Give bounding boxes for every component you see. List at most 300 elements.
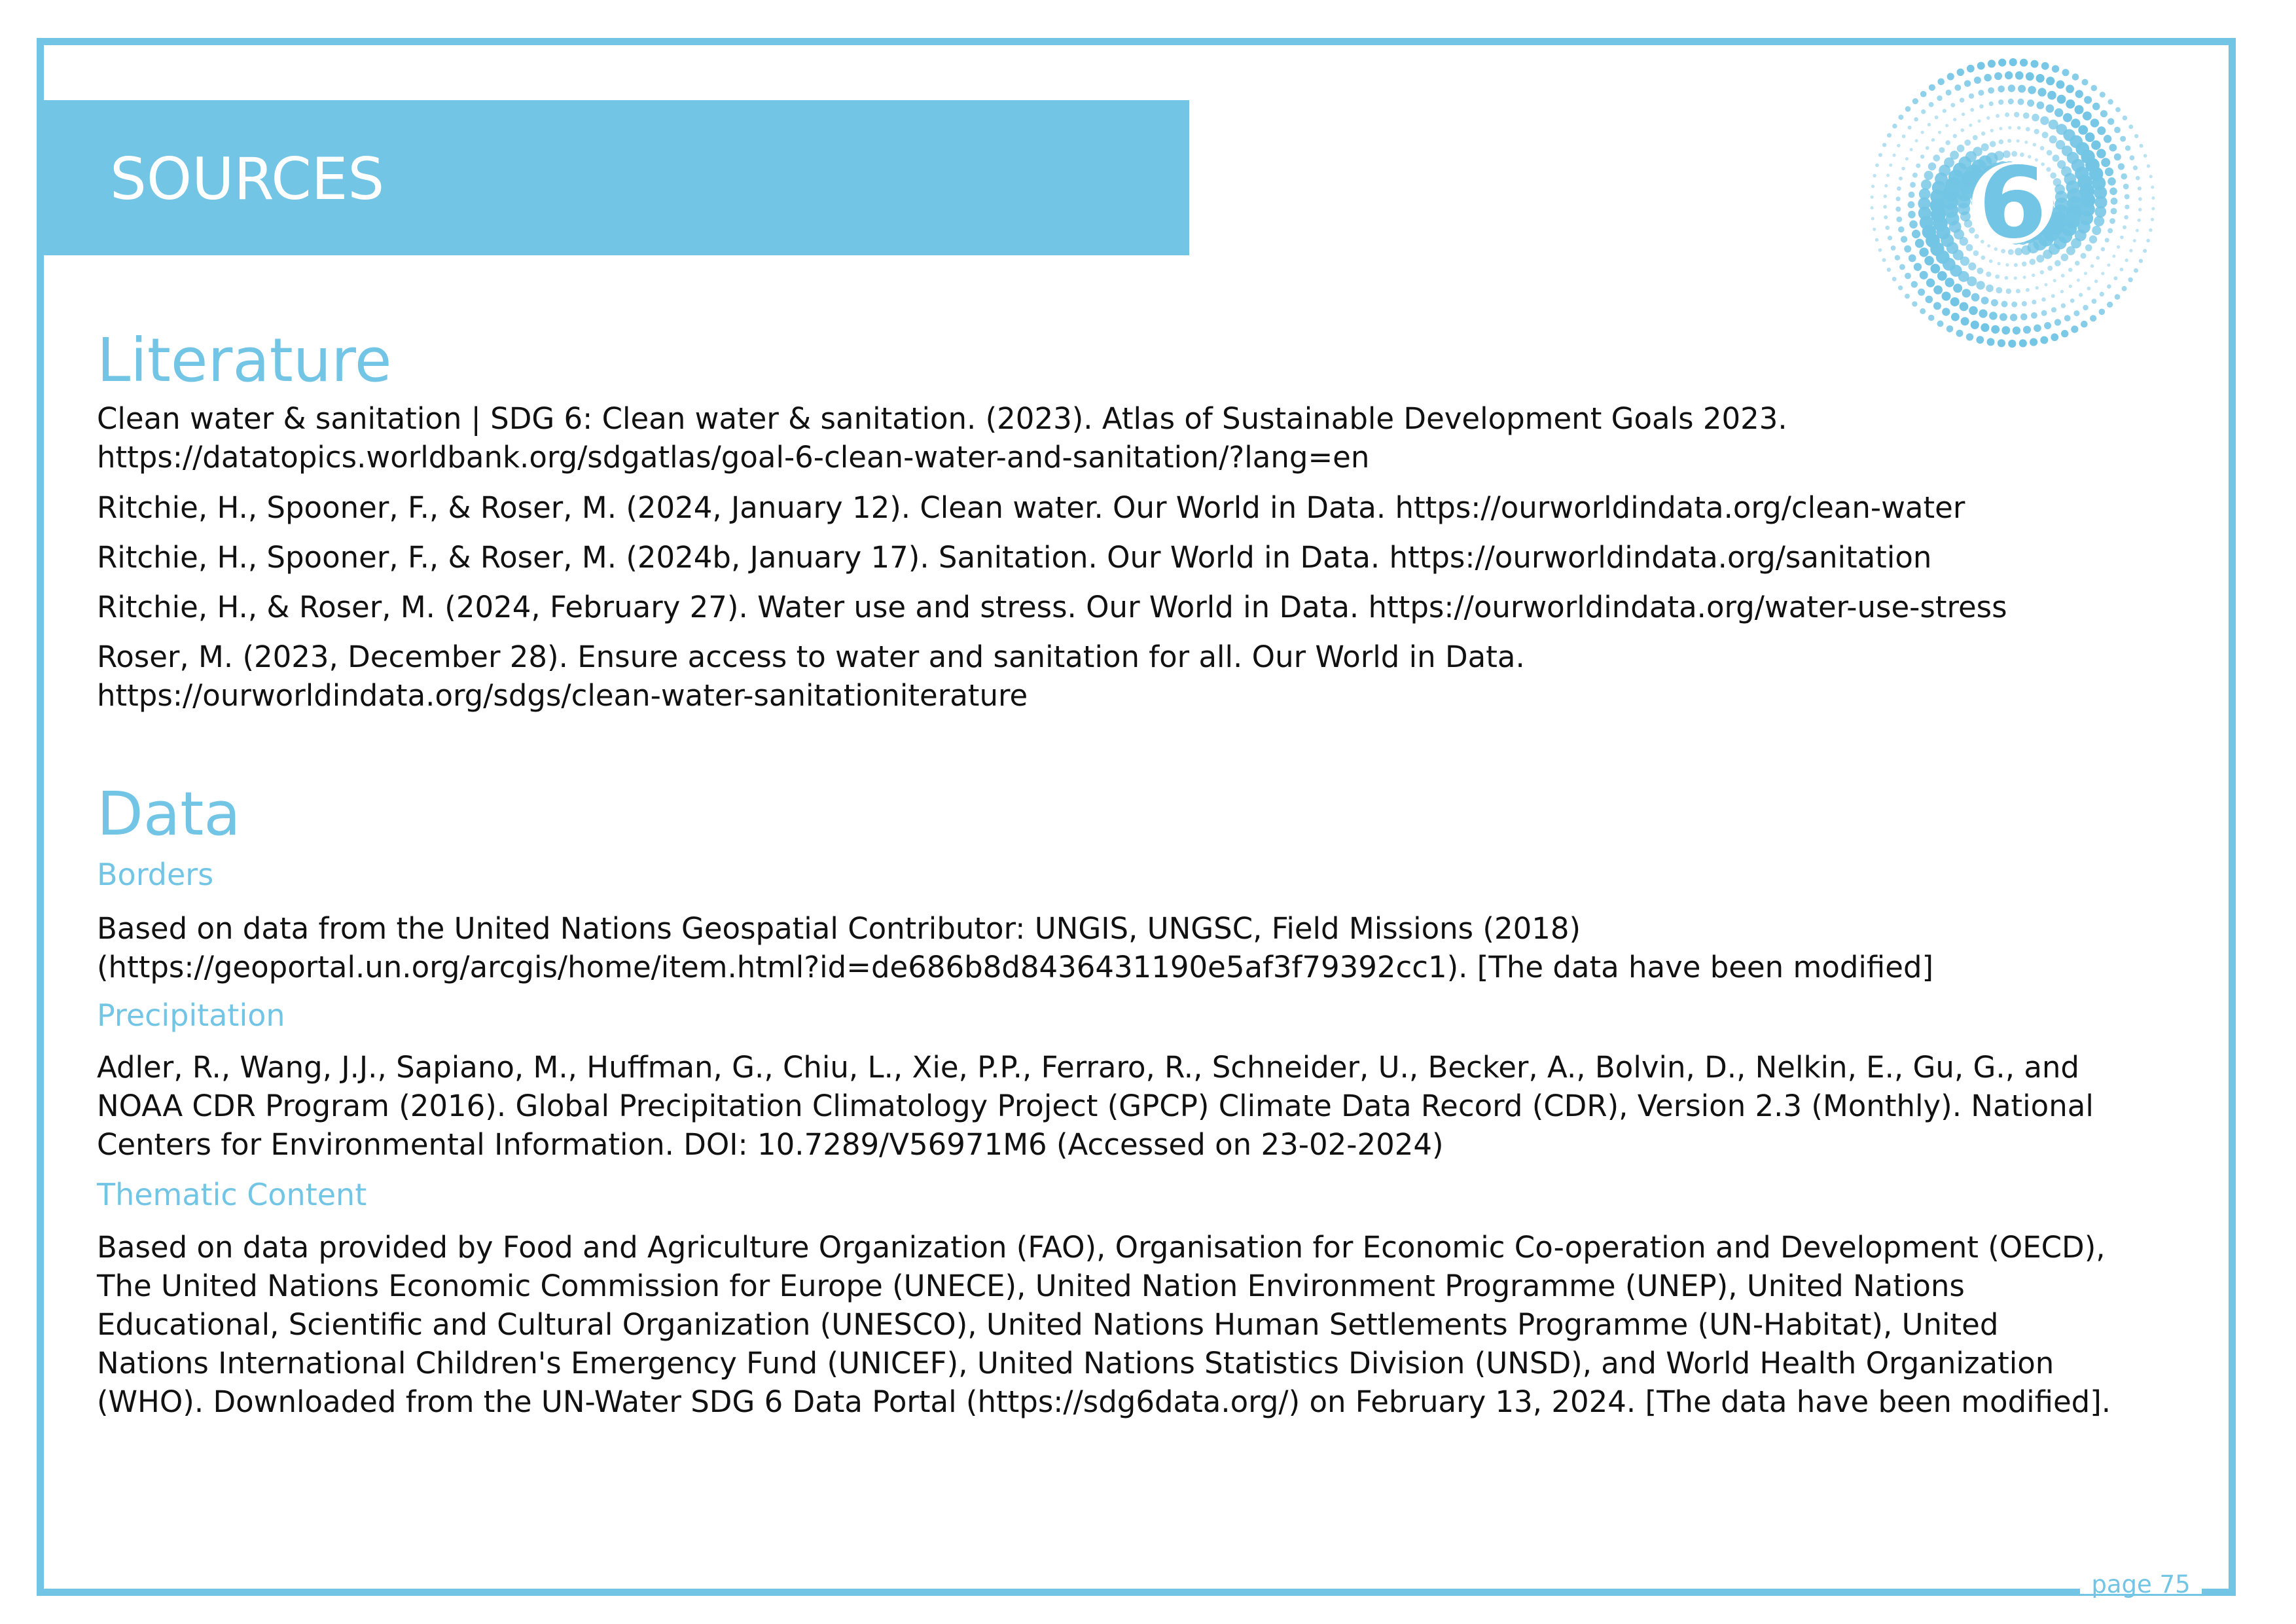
logo-dot [2047, 150, 2053, 156]
logo-dot [1915, 239, 1924, 248]
logo-dot [2114, 153, 2121, 160]
logo-dot [2090, 264, 2094, 268]
logo-dot [2023, 326, 2031, 334]
logo-dot [1977, 268, 1983, 274]
logo-dot [1981, 132, 1985, 135]
logo-dot [2031, 312, 2037, 319]
logo-dot [2037, 101, 2045, 109]
logo-dot [2037, 88, 2046, 96]
logo-dot [2094, 216, 2104, 226]
logo-dot [1987, 338, 1995, 346]
logo-dot [2033, 143, 2037, 147]
logo-dot [2111, 208, 2117, 215]
logo-dot [2008, 340, 2016, 348]
logo-dot [2066, 84, 2074, 93]
logo-dot [2031, 60, 2039, 68]
logo-dot [2138, 197, 2142, 201]
logo-dot [2140, 144, 2144, 148]
ref-line: Based on data from the United Nations Geospatial Contributor: UNGIS, UNGSC, Field Missions (2018) [97, 911, 1581, 946]
logo-dot [1920, 308, 1926, 314]
logo-dot [2120, 268, 2124, 272]
logo-dot [2128, 124, 2133, 129]
logo-dot [2014, 263, 2018, 267]
logo-dot [2149, 228, 2152, 232]
logo-dot [1916, 164, 1920, 168]
logo-dot [1977, 62, 1985, 70]
logo-dot [1964, 139, 1971, 146]
section-title-precipitation: Precipitation [97, 998, 285, 1033]
logo-dot [2139, 259, 2143, 262]
logo-dot [1945, 124, 1948, 127]
logo-dot [2044, 322, 2051, 329]
logo-dot [2054, 108, 2063, 117]
logo-dot [1970, 108, 1974, 112]
ref-line: Centers for Environmental Information. DOI: 10.7289/V56971M6 (Accessed on 23-02-2024) [97, 1127, 1444, 1162]
logo-dot [2109, 144, 2117, 152]
logo-dot [2046, 167, 2051, 171]
logo-dot [1919, 189, 1931, 200]
logo-dot [1931, 138, 1935, 141]
logo-dot [1919, 247, 1928, 257]
logo-dot [2005, 263, 2009, 266]
logo-dot [2005, 71, 2013, 79]
logo-dot [2072, 73, 2079, 81]
logo-dot [1898, 226, 1905, 233]
logo-dot [1896, 196, 1901, 201]
logo-dot [2047, 91, 2056, 100]
logo-dot [1901, 236, 1907, 242]
logo-dot [2030, 338, 2037, 346]
logo-dot [1950, 297, 1960, 306]
logo-dot [1871, 196, 1874, 199]
logo-dot [1883, 205, 1887, 209]
logo-dot [1981, 323, 1989, 332]
logo-dot [2130, 155, 2135, 160]
literature-heading: Literature [97, 325, 392, 395]
logo-dot [2094, 280, 2098, 283]
logo-dot [2111, 198, 2118, 205]
logo-dot [1871, 217, 1874, 221]
logo-dot [2125, 145, 2130, 151]
logo-dot [1986, 285, 1994, 293]
logo-dot [1926, 146, 1929, 150]
logo-dot [1966, 244, 1973, 251]
logo-dot [1957, 69, 1964, 76]
logo-dot [1910, 148, 1913, 151]
logo-dot [1921, 179, 1931, 190]
logo-dot [1892, 124, 1897, 128]
logo-dot [2066, 246, 2075, 255]
logo-dot [1988, 60, 1996, 67]
logo-dot [2090, 315, 2096, 321]
logo-dot [1915, 139, 1918, 143]
logo-dot [1969, 94, 1974, 99]
logo-dot [2051, 333, 2058, 341]
logo-dot [2134, 134, 2138, 138]
logo-dot [1912, 301, 1917, 306]
logo-dot [2151, 186, 2154, 189]
logo-dot [1974, 77, 1981, 84]
section-title-thematic: Thematic Content [97, 1177, 367, 1212]
logo-dot [2042, 132, 2049, 138]
logo-dot [1973, 135, 1978, 140]
sdg6-logo-icon [1862, 52, 2163, 353]
literature-ref [97, 638, 1525, 715]
logo-dot [1961, 128, 1965, 132]
logo-dot [2026, 72, 2034, 81]
logo-dot [2071, 325, 2078, 333]
logo-dot [2061, 253, 2069, 261]
logo-dot [2075, 261, 2080, 266]
logo-dot [1873, 228, 1876, 231]
logo-dot [1924, 171, 1933, 180]
logo-dot [2064, 315, 2071, 321]
logo-dot [2085, 132, 2095, 142]
logo-dot [2138, 208, 2142, 211]
logo-dot [1929, 84, 1935, 91]
logo-dot [2046, 104, 2054, 113]
ref-line: Educational, Scientific and Cultural Organization (UNESCO), United Nations Human Settlements Programme (UN-Habitat), United [97, 1307, 1999, 1342]
logo-dot [2014, 112, 2019, 117]
logo-dot [2041, 310, 2047, 316]
logo-dot [2133, 239, 2136, 242]
logo-dot [2061, 330, 2068, 337]
logo-dot [2123, 116, 2127, 120]
logo-dot [1899, 264, 1905, 270]
logo-dot [2129, 249, 2132, 252]
logo-dot [1914, 263, 1922, 271]
logo-dot [2108, 118, 2114, 124]
logo-dot [1990, 129, 1994, 132]
logo-dot [1871, 185, 1874, 188]
logo-dot [2085, 244, 2092, 251]
logo-dot [1979, 104, 1984, 109]
logo-dot [1957, 145, 1965, 153]
logo-dot [1937, 96, 1942, 101]
logo-dot [1946, 90, 1952, 96]
logo-dot [2091, 85, 2098, 92]
logo-dot [2022, 262, 2027, 267]
logo-dot [1950, 151, 1959, 160]
logo-dot [1908, 211, 1916, 219]
logo-dot [1953, 283, 1962, 293]
logo-dot [1998, 86, 2005, 93]
logo-dot [1887, 133, 1892, 137]
logo-dot [2082, 79, 2089, 86]
logo-dot [2109, 187, 2117, 195]
logo-dot [2007, 139, 2011, 143]
logo-dot [2128, 278, 2132, 282]
logo-dot [1978, 90, 1984, 96]
logo-dot [1971, 293, 1980, 302]
logo-dot [2125, 259, 2128, 262]
logo-dot [2151, 207, 2155, 210]
logo-dot [2051, 307, 2056, 312]
logo-dot [2090, 118, 2099, 127]
logo-dot [2014, 276, 2017, 280]
logo-dot [1933, 285, 1943, 295]
logo-dot [2070, 298, 2075, 303]
ref-line: Roser, M. (2023, December 28). Ensure access to water and sanitation for all. Our World in Data. [97, 640, 1525, 674]
logo-dot [2114, 127, 2121, 134]
logo-dot [1924, 256, 1934, 266]
logo-dot [2008, 84, 2015, 92]
logo-dot [2060, 290, 2064, 293]
logo-dot [1968, 262, 1976, 270]
logo-dot [1962, 113, 1965, 116]
logo-dot [2011, 302, 2017, 308]
logo-dot [1933, 302, 1941, 310]
logo-dot [1914, 117, 1918, 122]
ref-line: Ritchie, H., Spooner, F., & Roser, M. (2024, January 12). Clean water. Our World in Data. https://ourworldindata.org/clean-water [97, 490, 1965, 525]
logo-dot [2151, 196, 2155, 200]
logo-dot [2084, 96, 2092, 104]
logo-dot [1920, 271, 1928, 280]
ref-line: https://datatopics.worldbank.org/sdgatlas/goal-6-clean-water-and-sanitation/?lang=en [97, 440, 1370, 475]
logo-dot [2053, 279, 2056, 282]
logo-dot [1969, 124, 1972, 127]
logo-dot [2054, 319, 2061, 325]
logo-dot [1905, 106, 1911, 112]
logo-dot [2149, 175, 2153, 178]
logo-dot [1911, 281, 1918, 287]
data-ref-borders [97, 909, 1933, 986]
logo-dot [1895, 207, 1901, 212]
logo-dot [2057, 95, 2066, 104]
logo-dot [1929, 102, 1934, 107]
logo-dot [1891, 245, 1896, 251]
logo-dot [2018, 85, 2026, 93]
logo-dot [1956, 330, 1964, 337]
ref-line: (https://geoportal.un.org/arcgis/home/item.html?id=de686b8d8436431190e5af3f79392cc1). [The data have been modified] [97, 950, 1934, 984]
logo-dot [2022, 301, 2027, 306]
ref-line: Ritchie, H., Spooner, F., & Roser, M. (2024b, January 17). Sanitation. Our World in Data. https://ourworldindata.org/sanitation [97, 540, 1932, 575]
logo-dot [2101, 158, 2110, 167]
logo-dot [2058, 229, 2072, 244]
logo-dot [2026, 288, 2030, 292]
logo-dot [2084, 272, 2087, 275]
logo-dot [2015, 71, 2024, 80]
logo-dot [1897, 187, 1901, 191]
logo-dot [2089, 236, 2097, 244]
logo-dot [2151, 218, 2154, 221]
logo-dot [2047, 266, 2053, 271]
logo-dot [2087, 287, 2091, 291]
logo-dot [1909, 255, 1916, 262]
logo-dot [1888, 236, 1892, 240]
logo-dot [1998, 99, 2003, 105]
logo-dot [1899, 177, 1903, 181]
logo-dot [1887, 268, 1891, 272]
logo-dot [1896, 217, 1902, 223]
logo-dot [2097, 126, 2106, 135]
logo-dot [1933, 154, 1941, 162]
logo-dot [1953, 134, 1957, 138]
logo-dot [1928, 123, 1931, 126]
logo-dot [1909, 221, 1918, 229]
logo-dot [2024, 141, 2028, 144]
logo-dot [2020, 314, 2028, 321]
logo-dot [1971, 321, 1979, 329]
logo-dot [1920, 154, 1924, 158]
logo-dot [2068, 268, 2072, 272]
logo-dot [2032, 274, 2035, 277]
ref-line: Nations International Children's Emergency Fund (UNICEF), United Nations Statistics Division (UNSD), and World Health Organization [97, 1346, 2054, 1380]
logo-dot [1967, 65, 1975, 73]
logo-dot [1882, 143, 1886, 147]
logo-dot [2115, 294, 2121, 300]
logo-dot [2078, 125, 2088, 135]
logo-dot [2120, 236, 2124, 240]
logo-dot [2134, 268, 2138, 273]
logo-dot [2051, 294, 2055, 298]
logo-dot [1981, 297, 1989, 304]
logo-dot [1921, 131, 1924, 134]
logo-dot [1935, 115, 1939, 119]
logo-dot [1892, 277, 1897, 281]
logo-dot [2005, 113, 2009, 117]
logo-dot [1871, 206, 1874, 209]
ref-line: https://ourworldindata.org/sdgs/clean-water-sanitationiterature [97, 678, 1028, 713]
logo-dot [2001, 301, 2008, 308]
page-number: page 75 [2091, 1570, 2191, 1598]
logo-dot [1964, 80, 1971, 86]
logo-dot [2032, 114, 2039, 122]
logo-dot [1901, 167, 1905, 171]
logo-dot [2096, 256, 2100, 260]
logo-dot [1937, 271, 1947, 281]
logo-dot [2120, 136, 2126, 142]
data-ref-precipitation [97, 1048, 2094, 1164]
logo-dot [2040, 117, 2049, 125]
logo-dot [2071, 118, 2080, 128]
logo-dot [1921, 109, 1926, 114]
logo-dot [1937, 321, 1944, 327]
logo-dot [2050, 172, 2056, 179]
logo-dot [1912, 230, 1920, 238]
logo-dot [2034, 325, 2041, 333]
data-ref-thematic [97, 1228, 2111, 1421]
logo-dot [2017, 126, 2021, 130]
logo-dot [1902, 135, 1906, 139]
logo-dot [1931, 264, 1941, 274]
logo-dot [2092, 298, 2097, 304]
logo-dot [1912, 98, 1918, 104]
logo-dot [2075, 90, 2083, 98]
logo-dot [2066, 99, 2075, 109]
logo-dot [2032, 300, 2036, 304]
ref-line: Based on data provided by Food and Agriculture Organization (FAO), Organisation for Economic Co-operation and Development (OECD), [97, 1230, 2106, 1265]
logo-dot [1886, 173, 1890, 177]
logo-dot [1946, 325, 1954, 333]
logo-dot [2056, 81, 2064, 89]
logo-dot [2017, 139, 2020, 143]
logo-dot [1904, 245, 1911, 253]
logo-dot [2005, 276, 2009, 280]
logo-dot [2018, 99, 2024, 105]
logo-dot [2122, 286, 2127, 291]
logo-dot [1986, 117, 1990, 120]
logo-dot [1991, 325, 2000, 334]
logo-dot [1969, 306, 1978, 316]
logo-dot [2061, 303, 2066, 308]
ref-line: NOAA CDR Program (2016). Global Precipitation Climatology Project (GPCP) Climate Data Record (CDR), Version 2.3 (Monthly). National [97, 1089, 2094, 1123]
logo-dot [2146, 239, 2150, 243]
logo-dot [2092, 226, 2101, 235]
logo-dot [2121, 173, 2127, 180]
logo-dot [1884, 184, 1888, 187]
logo-dot [1898, 285, 1903, 290]
logo-dot [2095, 206, 2107, 218]
logo-dot [2041, 297, 2046, 302]
logo-dot [1950, 103, 1955, 107]
logo-dot [2101, 272, 2104, 275]
logo-dot [2115, 107, 2121, 113]
logo-dot [1962, 289, 1971, 297]
logo-dot [2123, 225, 2126, 229]
logo-dot [2052, 65, 2059, 73]
logo-dot [2083, 111, 2092, 120]
logo-dot [2041, 62, 2049, 70]
logo-dot [1897, 144, 1900, 147]
logo-dot [2040, 336, 2048, 344]
logo-dot [1885, 226, 1890, 230]
logo-dot [2023, 276, 2026, 279]
logo-dot [2045, 283, 2048, 287]
logo-dot [2112, 255, 2115, 258]
logo-dot [1889, 164, 1892, 167]
logo-dot [2133, 166, 2138, 170]
logo-dot [2001, 326, 2010, 334]
logo-dot [1905, 157, 1909, 160]
logo-dot [2105, 168, 2113, 176]
logo-dot [2008, 99, 2014, 105]
logo-dot [2100, 110, 2108, 117]
logo-dot [2053, 154, 2060, 162]
logo-dot [1938, 131, 1941, 134]
logo-dot [2013, 327, 2020, 334]
logo-dot [2054, 260, 2061, 266]
logo-dot [1920, 91, 1927, 98]
logo-dot [2062, 69, 2070, 76]
logo-dot [1976, 336, 1984, 344]
logo-dot [2010, 314, 2017, 321]
logo-dot [1966, 333, 1973, 340]
logo-dot [2123, 184, 2129, 190]
logo-dot [2136, 229, 2139, 232]
logo-dot [2009, 58, 2017, 66]
logo-dot [1882, 258, 1886, 262]
logo-dot [1999, 139, 2004, 145]
logo-dot [2069, 285, 2072, 288]
logo-dot [1908, 201, 1915, 208]
literature-ref [97, 488, 1965, 527]
logo-dot [1960, 98, 1964, 102]
logo-dot [2036, 74, 2045, 82]
logo-dot [2091, 140, 2101, 150]
logo-dot [1954, 84, 1961, 91]
logo-dot [2100, 292, 2104, 297]
literature-ref [97, 588, 2007, 626]
logo-dot [2101, 247, 2105, 251]
logo-dot [2144, 154, 2147, 158]
logo-dot [2109, 218, 2115, 224]
logo-dot [1909, 192, 1915, 198]
logo-dot [2117, 245, 2120, 249]
literature-ref [97, 538, 1931, 577]
logo-dot [2092, 103, 2100, 111]
logo-dot [2019, 339, 2027, 347]
